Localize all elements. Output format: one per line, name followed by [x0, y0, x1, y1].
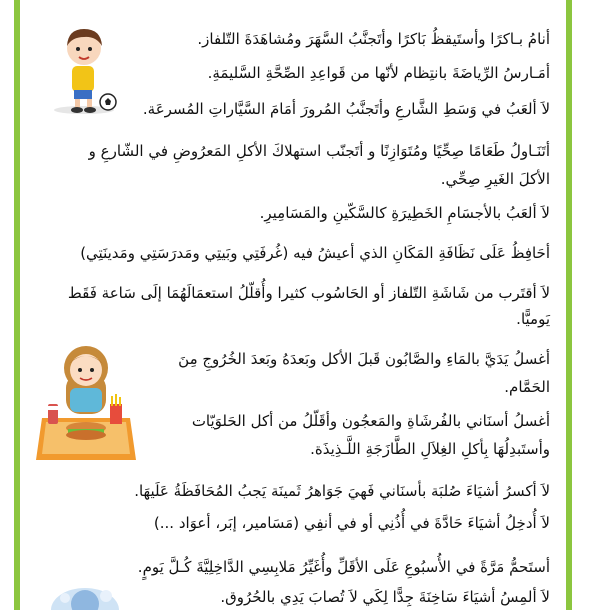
rule-line: وأستَبدِلُهَا بِأكلِ الغِلاَلِ الطَّازَجَةِ اللَّـذِيذَة.	[310, 440, 550, 458]
left-border-bar	[14, 0, 20, 610]
rule-line: أستَحمُّ مَرَّةً في الأُسبُوعِ عَلَى الأقَلِّ وأُغَيِّرُ مَلابِسِي الدَّاخِلِيَّةَ كُـلَّ يَومٍ.	[137, 558, 550, 576]
rule-line: أتَنَـاولُ طَعَامًا صِحِّيًا ومُتَوَازِنًا و أتَجنّب استهلاكَ الأكلِ المَعرُوضِ في الشّارعِ و	[88, 142, 550, 160]
rule-line: أغسلُ يَدَيَّ بالمَاءِ والصَّابُون قَبلَ الأكل وبَعدَهُ وبَعدَ الخُرُوجِ مِنَ	[178, 350, 550, 368]
rule-line: لاَ ألعَبُ بالأجسَامِ الخَطِيرَةِ كالسَّكّينِ والمَسَامِيرِ.	[259, 204, 550, 222]
rule-line: لاَ أقتَرب من شَاشَةِ التّلفاز أو الحَاسُوب كثيرا وأُقلّلُ استعمَالَهُمَا إلَى سَاعة فَقَط	[67, 284, 550, 302]
rule-line: أنامُ بـاكرًا وأستَيقظُ بَاكرًا وأتَجنَّبُ السَّهَرَ ومُشاهَدَةَ التّلفاز.	[197, 30, 550, 48]
rule-line: لاَ ألمِسُ أشيَاءَ سَاخِنَةَ جِدًّا لِكَي لاَ تُصابَ يَدِي بالحُرُوق.	[220, 588, 550, 606]
rule-line: لاَ أكسرُ أشيَاءَ صُلبَة بأسنَاني فَهيَ جَوَاهرُ ثَمينَة يَجبُ المُحَافَظَةُ عَلَيهَا.	[134, 482, 550, 500]
rule-line: يَوميًّا.	[516, 310, 550, 328]
child-washing-illustration	[40, 580, 130, 610]
rule-line: الأكلَ الغَيرِ صِحِّي.	[440, 170, 550, 188]
boy-playing-football-illustration	[44, 22, 128, 116]
girl-eating-meal-illustration	[36, 334, 136, 464]
rule-line: لاَ ألعَبُ في وَسَطِ الشَّارعِ وأتَجنَّبُ المُرورَ أمَامَ السَّيَّاراتِ المُسرعَة.	[142, 100, 550, 118]
rule-line: أغسلُ أسنَاني بالفُرشَاةِ والمَعجُون وأقَلّلُ من أكل الحَلوَيّات	[191, 412, 550, 430]
rule-line: أحَافِظُ عَلَى نَظَافَةِ المَكَانِ الذي أعيشُ فيه (غُرفَتِي وبَيتِي ومَدرَسَتِي ومَدينَتِي)	[80, 244, 550, 262]
hygiene-rules-sheet	[22, 0, 564, 610]
rule-line: أمَـارسُ الرِّياضَةَ بانتِظام لأنّها من قَواعِدِ الصِّحَّةِ السَّليمَةِ.	[207, 64, 550, 82]
rule-line: لاَ أُدخِلُ أشيَاءَ حَادَّةَ في أُذُنِي أو في أنفِي (مَسَامير، إبَر، أعوَاد ...)	[153, 514, 550, 532]
right-border-bar	[566, 0, 572, 610]
rule-line: الحَمَّام.	[504, 378, 550, 396]
